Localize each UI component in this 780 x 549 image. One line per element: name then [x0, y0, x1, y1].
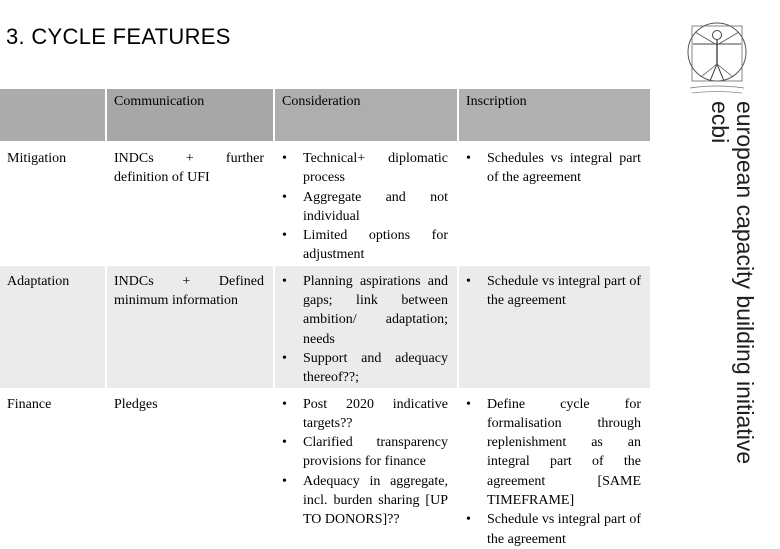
- row-label: Finance: [0, 388, 106, 549]
- row-label: Adaptation: [0, 265, 106, 388]
- communication-cell: Pledges: [106, 388, 274, 549]
- list-item: • Post 2020 indicative targets??: [282, 395, 448, 434]
- row-label: Mitigation: [0, 142, 106, 265]
- communication-cell: INDCs + Defined minimum information: [106, 265, 274, 388]
- header-consideration: Consideration: [274, 89, 458, 142]
- header-inscription: Inscription: [458, 89, 650, 142]
- communication-cell: INDCs + further definition of UFI: [106, 142, 274, 265]
- brand-sidebar: [696, 101, 758, 515]
- page-title: 3. CYCLE FEATURES: [6, 24, 231, 49]
- table-header-row: [0, 89, 650, 142]
- consideration-cell: [274, 142, 458, 265]
- list-item: • Aggregate and not individual: [282, 188, 448, 227]
- header-cell-empty: [0, 89, 106, 142]
- list-item: • Schedule vs integral part of the agreement: [466, 510, 641, 549]
- list-item: • Clarified transparency provisions for finance: [282, 433, 448, 472]
- list-item: • Define cycle for formalisation through replenishment as an integral part of the agreement [SAME TIMEFRAME]: [466, 395, 641, 511]
- list-item: • Support and adequacy thereof??;: [282, 349, 448, 388]
- consideration-cell: [274, 388, 458, 549]
- inscription-cell: [458, 388, 650, 549]
- vitruvian-man-icon: [686, 14, 748, 98]
- brand-name: european capacity building initiative: [732, 101, 758, 465]
- brand-acronym: ecbi: [707, 101, 733, 144]
- table-row-finance: [0, 388, 650, 549]
- consideration-cell: [274, 265, 458, 388]
- list-item: • Schedules vs integral part of the agreement: [466, 149, 641, 188]
- list-item: • Technical+ diplomatic process: [282, 149, 448, 188]
- list-item: • Adequacy in aggregate, incl. burden sharing [UP TO DONORS]??: [282, 472, 448, 530]
- table-row-mitigation: [0, 142, 650, 265]
- cycle-features-table: [0, 89, 650, 549]
- inscription-cell: [458, 265, 650, 388]
- inscription-cell: [458, 142, 650, 265]
- list-item: • Planning aspirations and gaps; link between ambition/ adaptation; needs: [282, 272, 448, 349]
- header-communication: Communication: [106, 89, 274, 142]
- list-item: • Schedule vs integral part of the agreement: [466, 272, 641, 311]
- table-row-adaptation: [0, 265, 650, 388]
- list-item: • Limited options for adjustment: [282, 226, 448, 265]
